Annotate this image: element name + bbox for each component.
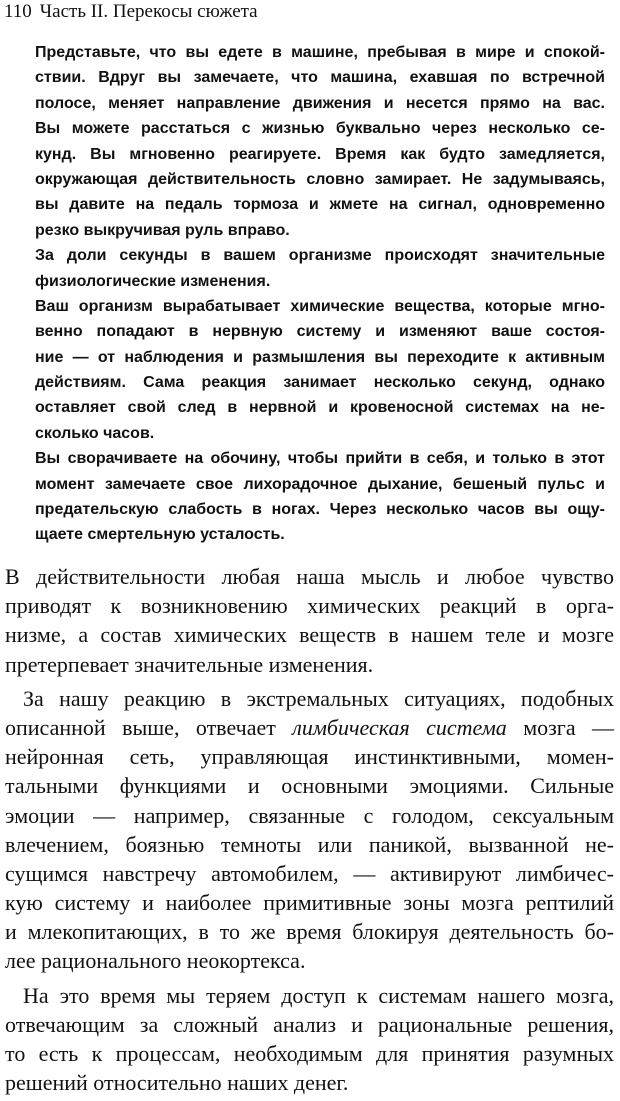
running-header <box>4 0 258 24</box>
example-line: окружающая действительность словно замирает. Не задумываясь, <box>35 170 605 188</box>
example-line: физиологические изменения. <box>35 272 271 290</box>
example-line: вы давите на педаль тормоза и жмете на сигнал, одновременно <box>35 196 605 214</box>
body-line: то есть к процессам, необходимым для принятия разумных <box>5 1041 614 1066</box>
body-line: низме, а состав химических веществ в нашем теле и мозге <box>5 622 614 648</box>
body-line: кую систему и наиболее примитивные зоны мозга рептилий <box>5 890 614 916</box>
example-box <box>35 40 605 548</box>
example-line: предательскую слабость в ногах. Через несколько часов вы ощу- <box>35 501 605 519</box>
body-line: и млекопитающих, в то же время блокируя деятельность бо- <box>5 919 614 945</box>
example-line: За доли секунды в вашем организме происходят значительные <box>35 247 605 265</box>
body-line: В действительности любая наша мысль и любое чувство <box>5 564 614 589</box>
example-line: Вы сворачиваете на обочину, чтобы прийти в себя, и только в этот <box>35 450 605 468</box>
body-line: нейронная сеть, управляющая инстинктивными, момен- <box>5 744 614 770</box>
example-line: Ваш организм вырабатывает химические вещества, которые мгно- <box>35 297 605 315</box>
example-line: щаете смертельную усталость. <box>35 526 285 544</box>
page-number: 110 <box>4 1 32 22</box>
body-text: описанной выше, отвечает <box>5 714 293 740</box>
body-line: приводят к возникновению химических реакций в орга- <box>5 593 614 619</box>
example-line: момент замечаете свое лихорадочное дыхание, бешеный пульс и <box>35 475 605 493</box>
example-line: венно попадают в нервную систему и изменяют ваше состоя- <box>35 323 605 341</box>
main-text <box>5 562 614 1097</box>
body-line: претерпевает значительные изменения. <box>5 651 374 677</box>
example-line: ние — от наблюдения и размышления вы переходите к активным <box>35 348 605 366</box>
example-line: сколько часов. <box>35 424 155 442</box>
example-line: действиям. Сама реакция занимает несколько секунд, однако <box>35 374 605 392</box>
example-line: полосе, меняет направление движения и несется прямо на вас. <box>35 94 605 112</box>
body-line: эмоции — например, связанные с голодом, сексуальным <box>5 802 614 828</box>
example-line: кунд. Вы мгновенно реагируете. Время как будто замедляется, <box>35 145 605 163</box>
body-line: влечением, боязнью темноты или паникой, вызванной не- <box>5 831 614 857</box>
body-line: На это время мы теряем доступ к системам нашего мозга, <box>23 982 614 1008</box>
body-line: За нашу реакцию в экстремальных ситуациях, подобных <box>23 685 614 711</box>
body-line <box>5 713 614 742</box>
example-line: резко выкручивая руль вправо. <box>35 221 290 239</box>
example-line: оставляет свой след в нервной и кровеносной системах на не- <box>35 399 605 417</box>
body-text: мозга — <box>506 714 615 740</box>
body-line: тальными функциями и основными эмоциями. Сильные <box>5 773 614 799</box>
running-title: Часть II. Перекосы сюжета <box>39 1 258 22</box>
body-line: лее рационального неокортекса. <box>5 948 306 974</box>
body-line: решений относительно наших денег. <box>5 1070 349 1096</box>
example-line: ствии. Вдруг вы замечаете, что машина, ехавшая по встречной <box>35 69 605 87</box>
body-line: отвечающим за сложный анализ и рациональные решения, <box>5 1011 614 1037</box>
body-line: сущимся навстречу автомобилем, — активируют лимбичес- <box>5 860 614 886</box>
example-line: Представьте, что вы едете в машине, пребывая в мире и спокой- <box>35 44 605 61</box>
emphasis-term: лимбическая система <box>292 714 507 740</box>
example-line: Вы можете расстаться с жизнью буквально через несколько се- <box>35 120 605 138</box>
